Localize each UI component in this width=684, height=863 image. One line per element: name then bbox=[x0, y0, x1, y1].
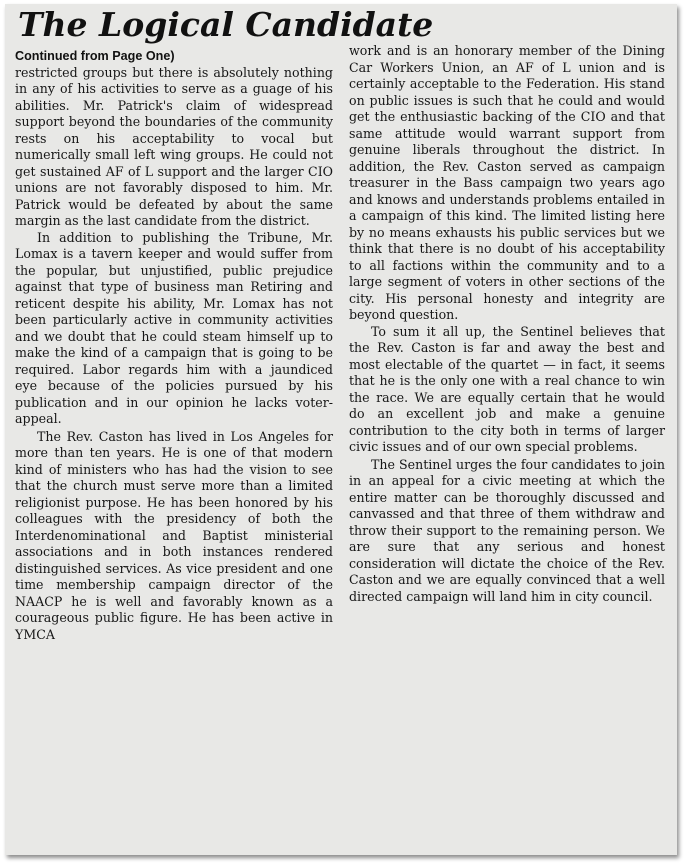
paragraph-patrick: restricted groups but there is absolutely nothing in any of his activities to serve as a guage of his abilities. Mr. Patrick's claim of widespread support beyond the boundaries of the community rests on his acceptability to vocal but numerically small left wing groups. He could not get sustained AF of L support and the larger CIO unions are not favorably disposed to him. Mr. Patrick would be defeated by about the same margin as the last candidate from the district. bbox=[15, 64, 333, 228]
paragraph-caston-bio: The Rev. Caston has lived in Los Angeles for more than ten years. He is one of that modern kind of ministers who has had the vision to see that the church must serve more than a limited religionist purpose. He has been honored by his colleagues with the presidency of both the Interdenominational and Baptist ministerial associations and in both instances rendered distinguished services. As vice president and one time membership campaign director of the NAACP he is well and favorably known as a courageous public figure. He has been active in YMCA bbox=[15, 428, 333, 642]
right-column bbox=[349, 43, 665, 605]
paragraph-caston-support: work and is an honorary member of the Dining Car Workers Union, an AF of L union and is certainly acceptable to the Federation. His stand on public issues is such that he could and would get the enthusiastic backing of the CIO and that same attitude would warrant support from genuine liberals throughout the district. In addition, the Rev. Caston served as campaign treasurer in the Bass campaign two years ago and knows and understands problems entailed in a campaign of this kind. The limited listing here by no means exhausts his public services but we think that there is no doubt of his acceptability to all factions within the community and to a large segment of voters in other sections of the city. His personal honesty and integrity are beyond question. bbox=[349, 43, 665, 322]
paragraph-lomax: In addition to publishing the Tribune, Mr. Lomax is a tavern keeper and would suffer from the popular, but unjustified, public prejudice against that type of business man Retiring and reticent despite his ability, Mr. Lomax has not been particularly active in community activities and we doubt that he could steam himself up to make the kind of a campaign that is going to be required. Labor regards him with a jaundiced eye because of the policies pursued by his publication and in our opinion he lacks voter-appeal. bbox=[15, 229, 333, 426]
left-column bbox=[15, 48, 333, 643]
headline: The Logical Candidate bbox=[18, 5, 434, 44]
paragraph-appeal: The Sentinel urges the four candidates to join in an appeal for a civic meeting at which the entire matter can be thoroughly discussed and canvassed and that three of them withdraw and throw their support to the remaining person. We are sure that any serious and honest consideration will dictate the choice of the Rev. Caston and we are equally convinced that a well directed campaign will land him in city council. bbox=[349, 456, 665, 604]
paragraph-sum-up: To sum it all up, the Sentinel believes that the Rev. Caston is far and away the best and most electable of the quartet — in fact, it seems that he is the only one with a real chance to win the race. We are equally certain that he would do an excellent job and make a genuine contribution to the city both in terms of larger civic issues and of our own special problems. bbox=[349, 323, 665, 454]
newspaper-clipping bbox=[5, 4, 677, 855]
continued-from-label: Continued from Page One) bbox=[15, 49, 175, 63]
